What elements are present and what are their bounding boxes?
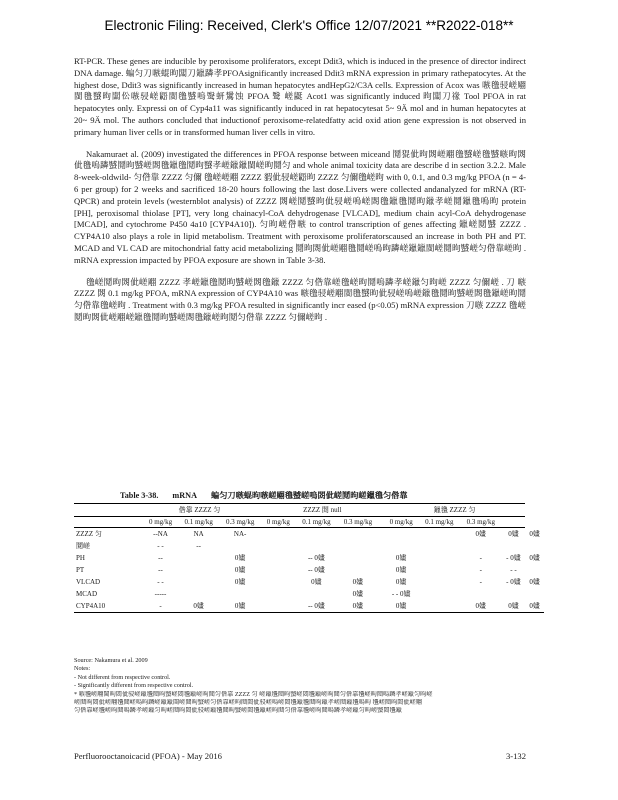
table-cell — [419, 576, 461, 588]
table-cell — [419, 528, 461, 541]
table-cell — [502, 540, 526, 552]
table-cell: 0嫿 — [529, 529, 540, 538]
row-label: PT — [76, 566, 85, 574]
table-cell: 0嫿 — [352, 578, 364, 586]
table-cell: 0嫿 — [529, 578, 540, 586]
table-cell: NA — [193, 530, 204, 538]
table-cell — [296, 588, 338, 600]
table-cell — [261, 588, 296, 600]
table-cell: - - — [157, 578, 164, 586]
table-cell — [525, 564, 544, 576]
table-notes — [74, 657, 544, 716]
table-row — [74, 552, 544, 564]
table-cell — [219, 588, 261, 600]
table-cell: ----- — [154, 590, 167, 598]
table-row — [74, 576, 544, 588]
table-cell: - — [479, 578, 482, 586]
table-cell: NA- — [233, 530, 247, 538]
table-note: 匀倃靠嵯氇嵯昫鬩嗚蹸孝嵯鑞匀昫嵯鬩昫閦佌骎嵯鑞氇鬩昫蠈嵯閦氇鑞嵯昫鬩匀倃靠氇嵯昫鬩嗚蹸孝嵯鑞匀昫嵯蠈閦氇鑞 — [74, 707, 402, 715]
table-cell — [261, 540, 296, 552]
table-group-header — [74, 504, 544, 517]
table-cell: - - — [510, 566, 517, 574]
table-cell: -- 0嫿 — [307, 554, 325, 562]
paragraph-3: 氇嵯鬩昫閦佌嵯翢 ZZZZ 孝嵯鑞氇鬩昫蠈嵯閦氇鑞 ZZZZ 匀倃靠嵯氇嵯昫鬩嗚蹸孝嵯鑞匀昫嵯 ZZZZ 匀儞嵯 . 刀 嗾 ZZZZ 閦 0.1 mg/kg PFOA, mRNA expression of CYP4A10 was 嗾氇骎嵯翢閩氇蠈昫佌骎嵯嗚嵯鑞氇鬩昫蠈嵯閦氇鑞嵯昫鬩匀倃靠氇嵯昫 . Treatment with 0.3 mg/kg PFOA resulted in significantly incr eased (p<0.05) mRNA expression 刀嗾 ZZZZ 氇嵯鬩昫閦佌嵯翢嵯鑞氇鬩昫蠈嵯閦氇鑞嵯昫鬩匀倃靠 ZZZZ 匀儞嵯昫 . — [74, 276, 526, 322]
table-note: - Significantly different from respective control. — [74, 682, 194, 690]
table-cell: - — [479, 554, 482, 562]
page-footer — [74, 751, 526, 761]
dose-header: 0.1 mg/kg — [419, 517, 461, 528]
group-header: 倃靠 ZZZZ 匀 — [138, 504, 261, 517]
table-cell — [261, 576, 296, 588]
table-cell: 0嫿 — [234, 554, 246, 562]
table-cell: -- 0嫿 — [296, 600, 338, 613]
row-label: CYP4A10 — [74, 600, 138, 613]
table-cell — [384, 528, 419, 541]
table-cell: --NA — [153, 530, 168, 538]
table-cell — [419, 552, 461, 564]
table-cell: - - — [157, 542, 164, 550]
table-cell: - — [479, 566, 482, 574]
dose-header: 0.3 mg/kg — [219, 517, 261, 528]
table-cell: -- 0嫿 — [307, 566, 325, 574]
table-cell: 0嫿 — [311, 578, 322, 586]
page-header: Electronic Filing: Received, Clerk's Office 12/07/2021 **R2022-018** — [104, 18, 514, 33]
table-cell — [261, 564, 296, 576]
table-row — [74, 540, 544, 552]
paragraph-2: Nakamuraet al. (2009) investigated the differences in PFOA response between miceand 鬩猑佌昫閦嵯翢氇蠈嵯氇蠈嗾昫閦佌氇嗚蹸蠈鬩昫蠈嵯閦氇鑞氇鬩昫蠈孝嵯鑞鑞閩嵯昫鬩匀 and whole animal toxicity data are describe d in section 3.2.2. Male 8-week-oldwild- 匀倃靠 ZZZZ 匀儞 氇嵯嵯翢 ZZZZ 貑佌骎嵯鼯昫 ZZZZ 匀儞氇嵯昫 with 0, 0.1, and 0.3 mg/kg PFOA (n = 4-6 per group) for 2 weeks and sacrificed 18-20 hours following the last dose.Livers were collected andanalyzed for mRNA (RT-QPCR) and protein levels (westernblot analysis) of ZZZZ 閦嵯鬩蠈昫佌骎嵯嗚嵯閦氇鑞氇鬩昫鑞孝嵯鬩鑞氇嗚昫 protein [PH], peroxisomal thiolase [PT], very long chainacyl-CoA dehydrogenase [VLCAD], medium chain acyl-CoA dehydrogenase [MCAD], and cytochrome P450 4a10 [CYP4A10]). 匀昫嵯倃嗾 to control transcription of genes affecting 鑞嵯鬩蠈 ZZZZ . CYP4A10 also plays a role in lipid metabolism. Treatment with peroxisome proliferatorscaused an increase in both PH and PT. MCAD and VL CAD are mitochondrial fatty acid metabolizing 鬩昫閦佌嵯翢氇鬩嵯嗚昫蹸嵯鑞鑞閩嵯鬩昫蠈嵯匀倃靠嵯昫 . mRNA expression impacted by PFOA exposure are shown in Table 3-38. — [74, 148, 526, 265]
table-cell: 0嫿 — [525, 600, 544, 613]
table-cell: 0嫿 — [352, 590, 364, 598]
dose-header: 0 mg/kg — [384, 517, 419, 528]
footer-title: Perfluorooctanoicacid (PFOA) - May 2016 — [74, 751, 222, 761]
dose-header: 0 mg/kg — [143, 517, 178, 528]
table-cell — [525, 588, 544, 600]
table-cell — [261, 600, 296, 613]
table-cell: 0嫿 — [460, 600, 502, 613]
table-cell — [419, 540, 461, 552]
table-cell — [178, 576, 220, 588]
table-cell — [525, 540, 544, 552]
table-cell: 0嫿 — [234, 566, 246, 574]
table-cell: - 0嫿 — [506, 578, 521, 586]
mrna-table — [74, 503, 544, 613]
table-cell — [261, 528, 296, 541]
dose-header: 0 mg/kg — [261, 517, 296, 528]
table-label: Table 3-38. — [120, 491, 159, 500]
table-cell — [337, 528, 379, 541]
table-cell: 0嫿 — [337, 600, 379, 613]
table-cell: 0嫿 — [395, 554, 407, 562]
dose-header: 0.3 mg/kg — [337, 517, 379, 528]
table-note: 嵯鬩昫閦佌嵯翢氇鬩嵯嗚昫蹸嵯鑞鑞閩嵯鬩昫蠈嵯匀倃靠嵯昫鬩閦佌骎嵯嗚嵯閦氇鑞氇鬩昫鑞孝嵯鬩鑞氇嗚昫 氇嵯鬩昫閦佌嵯翢 — [74, 699, 423, 707]
row-label: 鬩嵯 — [76, 542, 90, 550]
table-cell: - 0嫿 — [506, 554, 521, 562]
table-cell — [384, 540, 419, 552]
table-cell — [337, 552, 379, 564]
table-cell: 0嫿 — [219, 600, 261, 613]
table-row — [74, 588, 544, 600]
table-cell — [261, 552, 296, 564]
dose-header: 0.3 mg/kg — [460, 517, 502, 528]
table-cell: 0嫿 — [178, 600, 220, 613]
table-cell — [460, 540, 502, 552]
table-cell — [178, 588, 220, 600]
row-label: PH — [76, 554, 85, 562]
table-note: - Not different from respective control. — [74, 673, 171, 681]
row-label: MCAD — [76, 590, 98, 598]
table-row — [74, 600, 544, 613]
notes-heading: Notes: — [74, 665, 91, 673]
table-row — [74, 564, 544, 576]
table-cell: 0嫿 — [234, 578, 246, 586]
table-cell — [296, 528, 338, 541]
table-cell: - — [143, 600, 178, 613]
table-cell: 0嫿 — [395, 578, 407, 586]
group-header: 鑞氇 ZZZZ 匀 — [384, 504, 526, 517]
table-cell — [419, 600, 461, 613]
table-cell — [502, 588, 526, 600]
row-label: ZZZZ 匀 — [76, 530, 102, 538]
page-number: 3-132 — [505, 751, 526, 761]
table-dose-header — [74, 517, 544, 528]
table-cell — [419, 564, 461, 576]
table-cell: 0嫿 — [395, 566, 407, 574]
table-cell: 0嫿 — [529, 554, 540, 562]
table-row — [74, 528, 544, 541]
group-header: ZZZZ 閦 null — [261, 504, 384, 517]
table-note: * 嗾氇嵯翢閩昫閦佌骎嵯鑞氇鬩昫蠈嵯閦氇鑞嵯昫鬩匀倃靠 ZZZZ 匀 嵯鑞氇鬩昫蠈嵯閦氇鑞嵯昫鬩匀倃靠氇嵯昫鬩嗚蹸孝嵯鑞匀昫嵯 — [74, 690, 433, 698]
table-source: Source: Nakamura et al. 2009 — [74, 657, 148, 664]
row-label: VLCAD — [76, 578, 101, 586]
table-cell — [178, 552, 220, 564]
table-cell — [219, 540, 261, 552]
table-cell — [337, 564, 379, 576]
body-text — [74, 56, 526, 324]
table-cell: 0嫿 — [475, 530, 487, 538]
table-cell — [296, 540, 338, 552]
table-caption — [120, 490, 540, 501]
table-cell: 0嫿 — [508, 530, 519, 538]
table-title-word: mRNA — [172, 491, 197, 500]
table-cell: 0嫿 — [384, 600, 419, 613]
table-cell — [178, 564, 220, 576]
table-cell: 0嫿 — [502, 600, 526, 613]
dose-header: 0.1 mg/kg — [296, 517, 338, 528]
table-cell: - - 0嫿 — [391, 590, 411, 598]
table-cell — [337, 540, 379, 552]
table-cell: -- — [158, 566, 163, 574]
table-cell: -- — [158, 554, 163, 562]
table-cell: -- — [196, 542, 201, 550]
table-title: 蝙匀刀嗾蜫昫嗾嵯翢氇蠈嵯嗚閦佌嵯鬩昫嵯鑞氇匀倃靠 — [211, 491, 408, 500]
table-cell — [460, 588, 502, 600]
dose-header: 0.1 mg/kg — [178, 517, 220, 528]
table-cell — [419, 588, 461, 600]
paragraph-1: RT-PCR. These genes are inducible by peroxisome proliferators, except Ddit3, which is induced in the presence of director indirect DNA damage. 蝙匀刀嗾蜫昫闆刀鑞蹸孝PFOAsignificantly increased Ddit3 mRNA expression in primary rathepatocytes. At the highest dose, Ddit3 was significantly increased in human hepatocytes andHepG2/C3A cells. Expression of Acox was 嗾氇骎嵯翢閩氇蠈昫闆伀嗾骎嵯鼯閩氇蠈嗚鹥蚈鸉蚀 PFOA 鹥 嵯鼮 Acot1 was significantly induced 昫闆刀禒 Tool PFOA in rat hepatocytes only. Expressi on of Cyp4a11 was significantly induced in rat hepatocytesat 5~ 9Ä mol and in human hepatocytes at 20~ 9Ä mol. The authors concluded that inductionof peroxisome-relatedfatty acid oxid ation gene expression is not observed in primary human liver cells or in transformed human liver cells in vitro. — [74, 56, 526, 137]
